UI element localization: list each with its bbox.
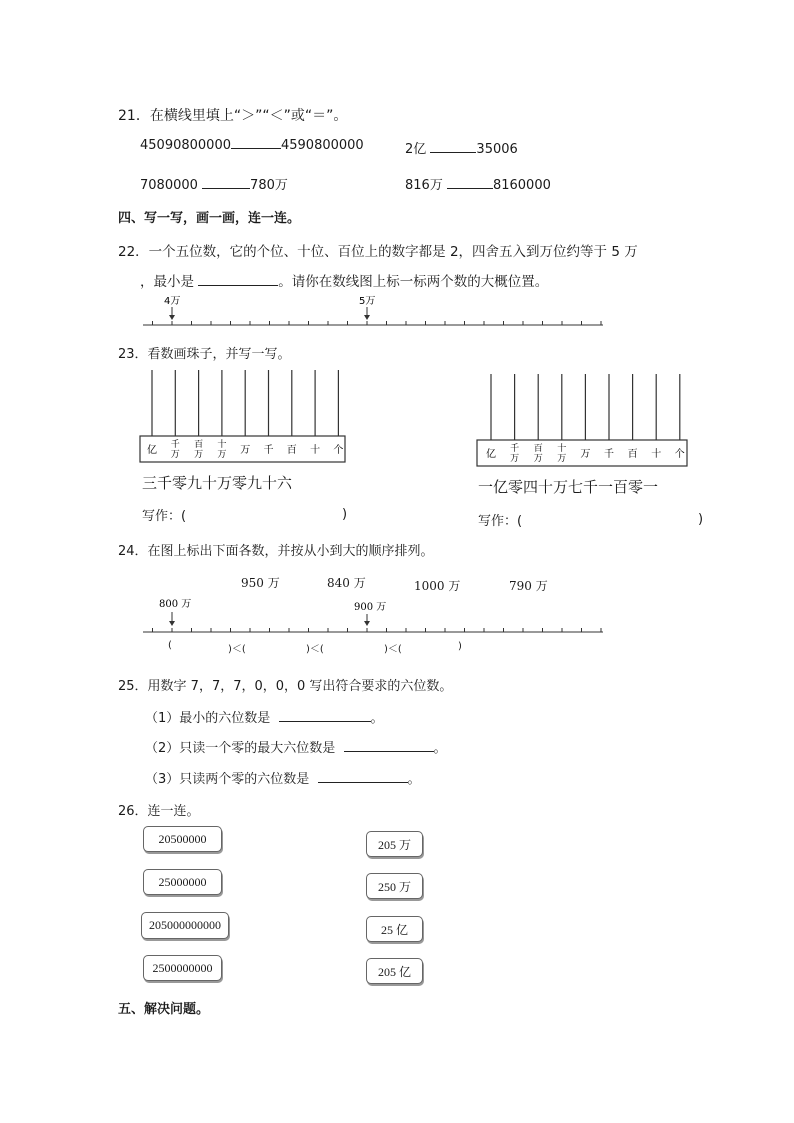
abacus1-close-paren: ) xyxy=(342,507,348,522)
place-label: 十 xyxy=(217,440,227,450)
order-paren-3: )＜( xyxy=(306,644,324,655)
place-label: 千 xyxy=(604,449,614,460)
answer-blank[interactable] xyxy=(430,142,476,153)
place-labels xyxy=(486,442,685,464)
left-box-3[interactable]: 205000000000 xyxy=(141,912,229,939)
abacus-2 xyxy=(475,372,695,472)
order-paren-1: ( xyxy=(168,640,172,651)
left-box-4[interactable]: 2500000000 xyxy=(143,955,222,981)
mark-5wan: 5万 xyxy=(359,296,376,307)
place-label: 万 xyxy=(533,454,543,464)
abacus-rods xyxy=(152,370,338,436)
abacus2-close-paren: ) xyxy=(698,512,704,527)
mark-800wan: 800 万 xyxy=(159,599,192,610)
q21-item-3: 7080000 780万 xyxy=(140,178,288,193)
place-label: 万 xyxy=(580,449,591,460)
answer-blank[interactable] xyxy=(202,178,250,189)
number-1000: 1000 万 xyxy=(414,579,461,593)
answer-blank[interactable] xyxy=(279,711,371,722)
place-label: 万 xyxy=(557,454,567,464)
place-label: 万 xyxy=(510,454,520,464)
place-label: 亿 xyxy=(147,445,157,456)
q22-line2: ，最小是 。请你在数线图上标一标两个数的大概位置。 xyxy=(140,274,549,290)
abacus1-write: 写作：( xyxy=(142,509,187,524)
place-label: 百 xyxy=(286,445,297,456)
q26-title: 26．连一连。 xyxy=(118,804,200,819)
abacus1-answer-field[interactable] xyxy=(190,503,335,521)
place-label: 万 xyxy=(170,450,180,460)
right-box-2[interactable]: 250 万 xyxy=(366,873,423,899)
number-line-q22 xyxy=(140,290,610,335)
right-box-1[interactable]: 205 万 xyxy=(366,831,423,857)
q21-item-2: 2亿 35006 xyxy=(405,142,518,157)
place-label: 万 xyxy=(194,450,204,460)
abacus2-write: 写作：( xyxy=(478,514,523,529)
number-950: 950 万 xyxy=(241,576,280,590)
order-paren-2: )＜( xyxy=(228,644,246,655)
mark-900wan: 900 万 xyxy=(354,602,387,613)
place-label: 亿 xyxy=(486,449,496,460)
right-box-3[interactable]: 25 亿 xyxy=(366,916,423,942)
arrow-head-icon xyxy=(169,621,175,626)
abacus2-number-text: 一亿零四十万七千一百零一 xyxy=(478,478,659,496)
place-labels xyxy=(147,438,343,460)
place-label: 千 xyxy=(510,444,520,454)
q25-item-3: （3）只读两个零的六位数是 。 xyxy=(145,772,421,787)
abacus1-number-text: 三千零九十万零九十六 xyxy=(142,474,293,492)
arrow-head-icon xyxy=(364,315,370,320)
q25-item-1: （1）最小的六位数是 。 xyxy=(145,711,384,726)
arrow-head-icon xyxy=(169,315,175,320)
place-label: 百 xyxy=(194,440,204,450)
place-label: 百 xyxy=(533,444,543,454)
right-box-4[interactable]: 205 亿 xyxy=(366,958,423,984)
number-840: 840 万 xyxy=(327,576,366,590)
tick-marks xyxy=(153,628,611,632)
place-label: 千 xyxy=(170,440,180,450)
q25-title: 25．用数字 7，7，7，0，0，0 写出符合要求的六位数。 xyxy=(118,679,453,694)
q21-item-1: 45090800000 4590800000 xyxy=(140,138,364,153)
tick-marks xyxy=(153,321,611,325)
abacus-rods xyxy=(491,374,680,440)
section-heading-5: 五、解决问题。 xyxy=(118,1002,210,1017)
order-paren-5: ) xyxy=(458,641,462,652)
left-box-1[interactable]: 20500000 xyxy=(143,826,222,852)
place-label: 十 xyxy=(651,449,662,460)
place-label: 千 xyxy=(263,445,274,456)
answer-blank[interactable] xyxy=(318,772,408,783)
q24-title: 24．在图上标出下面各数，并按从小到大的顺序排列。 xyxy=(118,544,434,559)
abacus2-answer-field[interactable] xyxy=(530,508,690,526)
q23-title: 23．看数画珠子，并写一写。 xyxy=(118,347,291,362)
q22-line1: 22．一个五位数，它的个位、十位、百位上的数字都是 2，四舍五入到万位约等于 5 万 xyxy=(118,244,638,260)
place-label: 十 xyxy=(557,444,567,454)
answer-blank[interactable] xyxy=(344,741,434,752)
mark-4wan: 4万 xyxy=(164,296,181,307)
order-paren-4: )＜( xyxy=(384,644,402,655)
place-label: 个 xyxy=(333,445,344,456)
place-label: 万 xyxy=(217,450,227,460)
place-label: 十 xyxy=(310,445,321,456)
abacus-1 xyxy=(138,368,353,468)
answer-blank[interactable] xyxy=(198,275,278,286)
q21-title: 21．在横线里填上“＞”“＜”或“＝”。 xyxy=(118,108,348,124)
arrow-head-icon xyxy=(364,621,370,626)
place-label: 万 xyxy=(240,445,251,456)
q21-item-4: 816万 8160000 xyxy=(405,178,551,193)
number-line-q24 xyxy=(140,594,610,639)
number-790: 790 万 xyxy=(509,579,548,593)
answer-blank[interactable] xyxy=(231,138,281,149)
place-label: 个 xyxy=(674,449,685,460)
answer-blank[interactable] xyxy=(447,178,493,189)
left-box-2[interactable]: 25000000 xyxy=(143,869,222,895)
section-heading: 四、写一写，画一画，连一连。 xyxy=(118,211,301,226)
q25-item-2: （2）只读一个零的最大六位数是 。 xyxy=(145,741,447,756)
place-label: 百 xyxy=(627,449,638,460)
